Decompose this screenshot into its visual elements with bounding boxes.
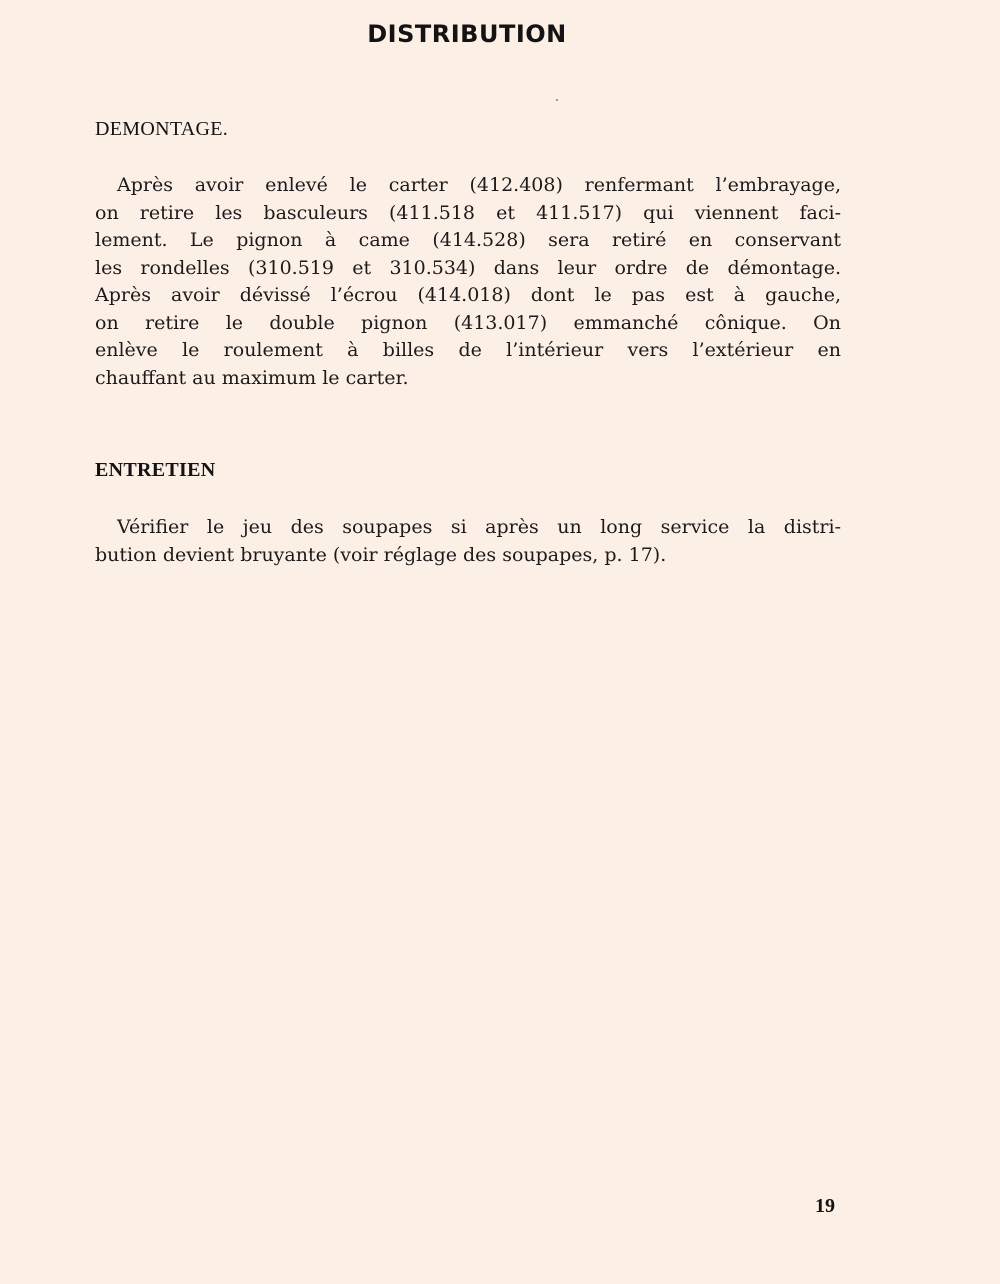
paper-speck	[556, 99, 558, 101]
paragraph-line: chauffant au maximum le carter.	[95, 366, 409, 389]
paragraph-demontage	[95, 172, 841, 392]
paragraph-entretien	[95, 514, 841, 569]
paragraph-line: bution devient bruyante (voir réglage des soupapes, p. 17).	[95, 543, 667, 566]
paragraph-line: lement. Le pignon à came (414.528) sera retiré en conservant	[95, 229, 841, 251]
paragraph-line: on retire le double pignon (413.017) emmanché cônique. On	[95, 311, 841, 334]
paragraph-line: Vérifier le jeu des soupapes si après un long service la distri-	[117, 516, 841, 538]
page-title: DISTRIBUTION	[367, 20, 567, 48]
paragraph-line: on retire les basculeurs (411.518 et 411.517) qui viennent faci-	[95, 201, 841, 224]
paragraph-line: Après avoir enlevé le carter (412.408) renfermant l’embrayage,	[117, 174, 841, 196]
page-number: 19	[815, 1195, 835, 1217]
paragraph-line: enlève le roulement à billes de l’intérieur vers l’extérieur en	[95, 339, 841, 361]
paragraph-line: les rondelles (310.519 et 310.534) dans leur ordre de démontage.	[95, 256, 841, 279]
paragraph-line: Après avoir dévissé l’écrou (414.018) dont le pas est à gauche,	[95, 284, 841, 306]
section-heading-demontage: DEMONTAGE.	[95, 118, 229, 140]
section-heading-entretien: ENTRETIEN	[95, 459, 216, 481]
